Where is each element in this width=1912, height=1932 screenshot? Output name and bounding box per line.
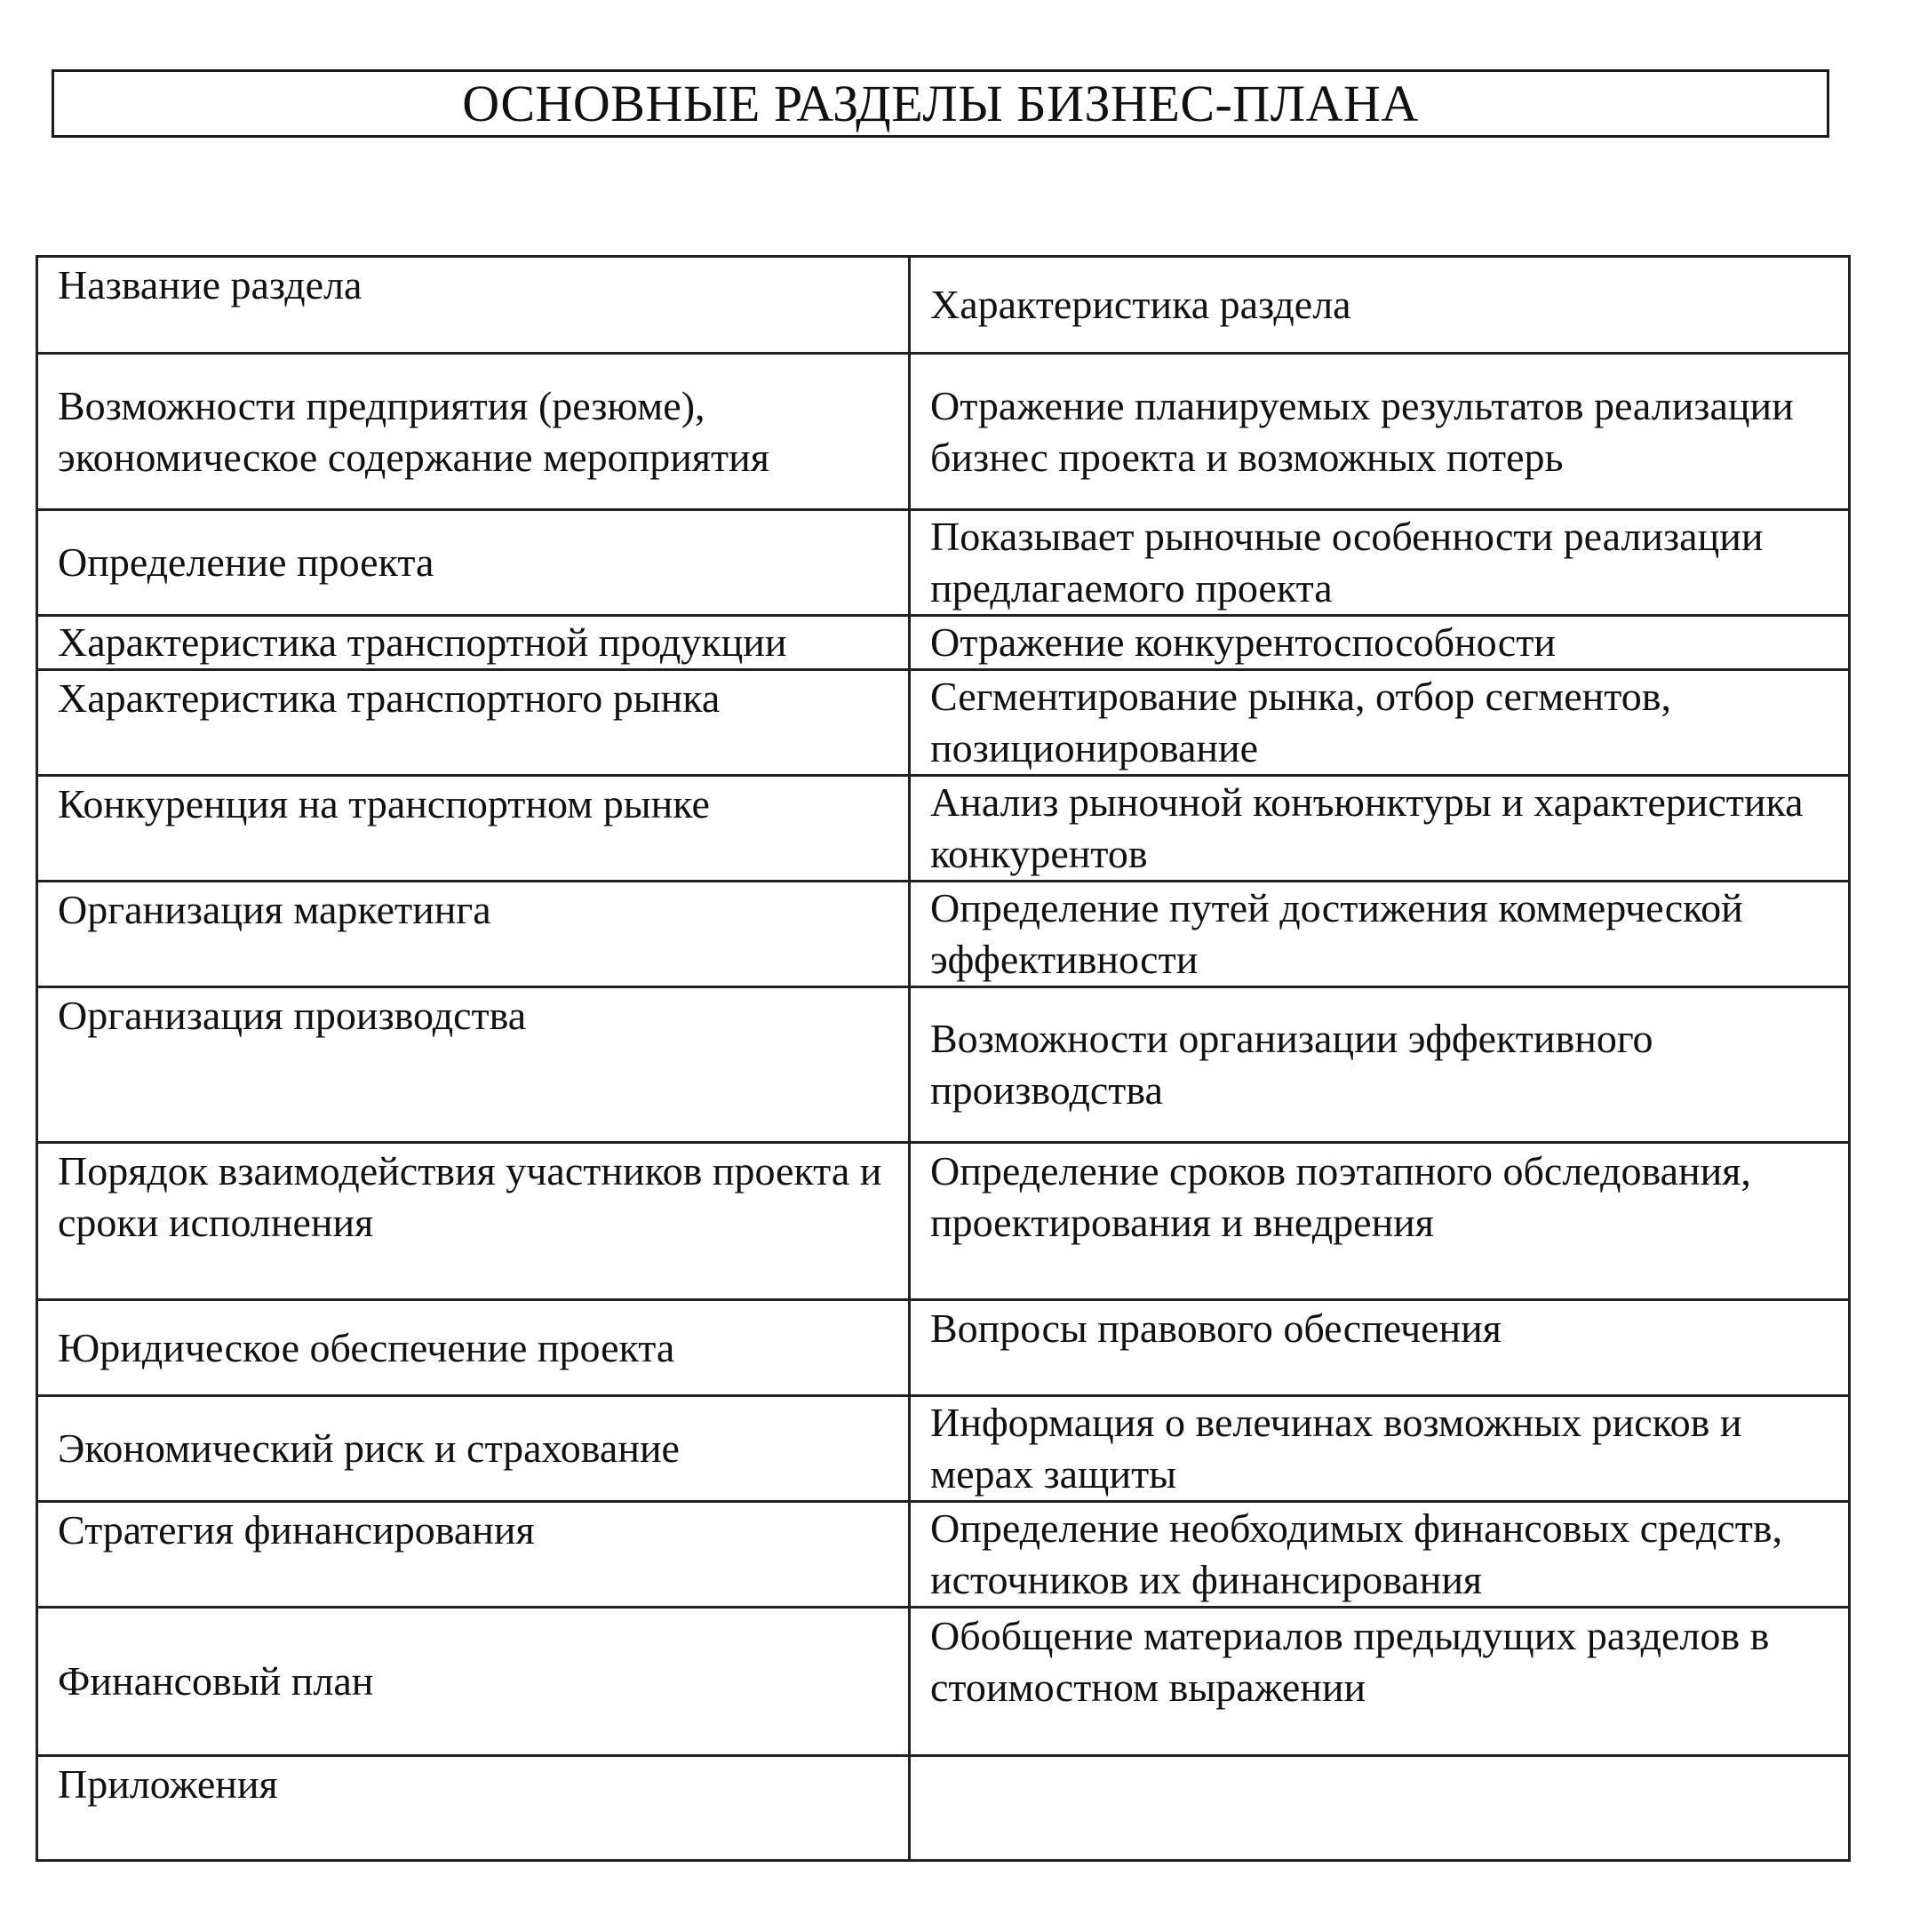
header-cell-desc: Характеристика раздела (910, 257, 1850, 354)
row-name: Возможности предприятия (резюме), экономическое содержание мероприятия (37, 354, 910, 510)
table-row (37, 1143, 1850, 1300)
row-name: Организация производства (37, 987, 910, 1143)
row-desc: Возможности организации эффективного производства (910, 987, 1850, 1143)
row-name: Стратегия финансирования (37, 1502, 910, 1608)
row-name: Определение проекта (37, 510, 910, 616)
page-title: ОСНОВНЫЕ РАЗДЕЛЫ БИЗНЕС-ПЛАНА (462, 74, 1419, 132)
table-header-row (37, 257, 1850, 354)
row-desc: Отражение планируемых результатов реализации бизнес проекта и возможных потерь (910, 354, 1850, 510)
table-row (37, 354, 1850, 510)
table-row (37, 616, 1850, 670)
row-desc: Определение сроков поэтапного обследования, проектирования и внедрения (910, 1143, 1850, 1300)
title-box (52, 69, 1829, 138)
row-name: Характеристика транспортной продукции (37, 616, 910, 670)
row-desc: Показывает рыночные особенности реализации предлагаемого проекта (910, 510, 1850, 616)
row-name: Конкуренция на транспортном рынке (37, 776, 910, 882)
row-desc: Информация о велечинах возможных рисков и мерах защиты (910, 1396, 1850, 1502)
table-row (37, 987, 1850, 1143)
row-name: Экономический риск и страхование (37, 1396, 910, 1502)
row-name: Приложения (37, 1756, 910, 1861)
row-desc: Отражение конкурентоспособности (910, 616, 1850, 670)
table-row (37, 776, 1850, 882)
row-desc: Сегментирование рынка, отбор сегментов, позиционирование (910, 670, 1850, 776)
table-row (37, 882, 1850, 987)
table-row (37, 1502, 1850, 1608)
row-desc (910, 1756, 1850, 1861)
row-desc: Обобщение материалов предыдущих разделов в стоимостном выражении (910, 1608, 1850, 1756)
table-row (37, 1396, 1850, 1502)
row-desc: Анализ рыночной конъюнктуры и характеристика конкурентов (910, 776, 1850, 882)
header-cell-name: Название раздела (37, 257, 910, 354)
row-name: Порядок взаимодействия участников проекта и сроки исполнения (37, 1143, 910, 1300)
row-name: Характеристика транспортного рынка (37, 670, 910, 776)
table-row (37, 670, 1850, 776)
table-row (37, 1756, 1850, 1861)
row-name: Финансовый план (37, 1608, 910, 1756)
sections-table (36, 255, 1851, 1862)
row-desc: Определение путей достижения коммерческой эффективности (910, 882, 1850, 987)
row-name: Организация маркетинга (37, 882, 910, 987)
table-row (37, 1608, 1850, 1756)
row-desc: Определение необходимых финансовых средств, источников их финансирования (910, 1502, 1850, 1608)
table-row (37, 1300, 1850, 1396)
row-desc: Вопросы правового обеспечения (910, 1300, 1850, 1396)
row-name: Юридическое обеспечение проекта (37, 1300, 910, 1396)
table-row (37, 510, 1850, 616)
